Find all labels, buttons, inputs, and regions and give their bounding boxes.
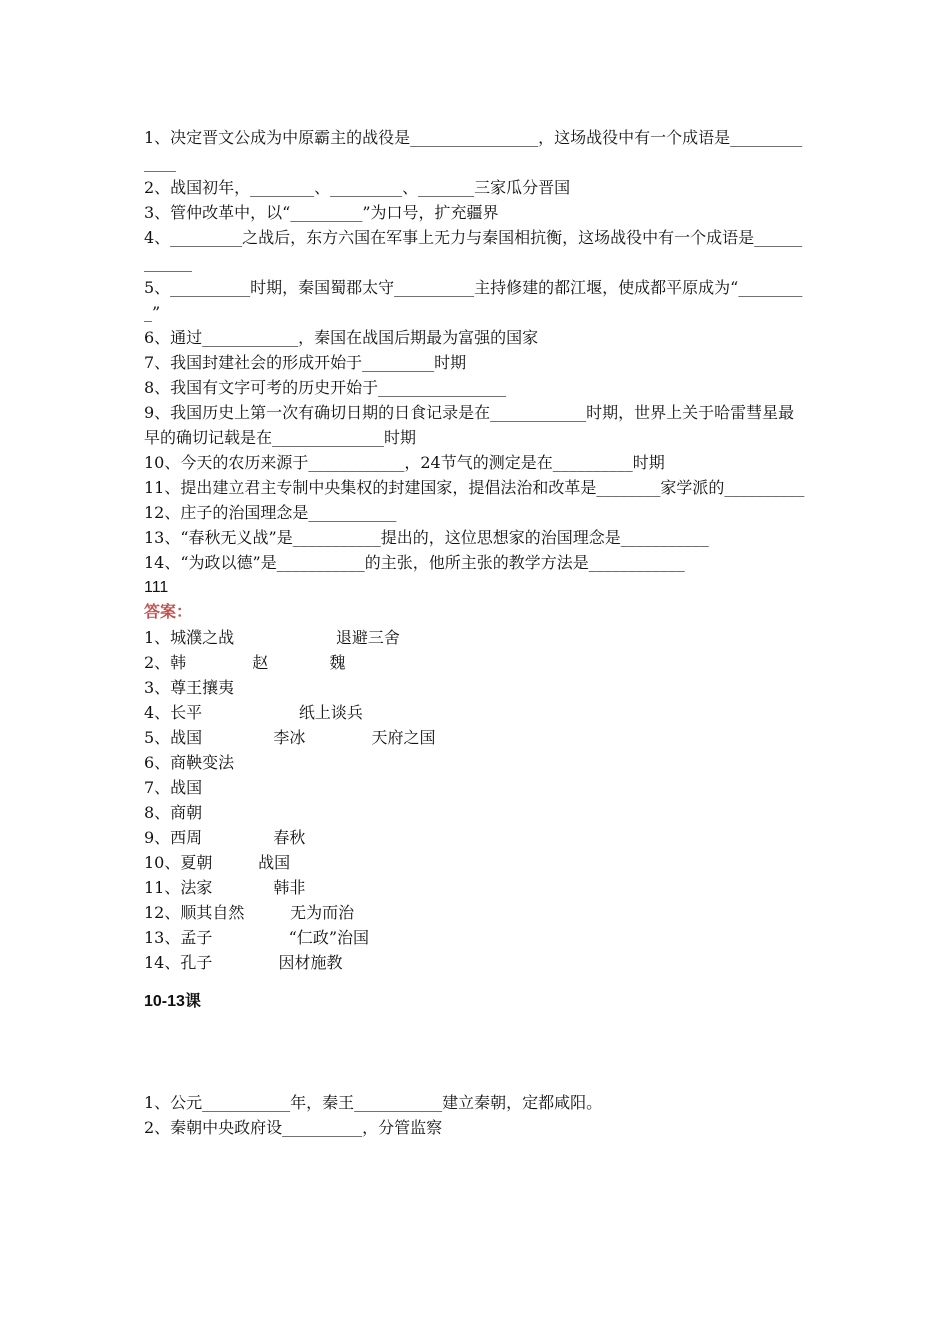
section2-question-2: 2、秦朝中央政府设__________，分管监察 xyxy=(144,1118,443,1137)
answer-4: 4、长平 纸上谈兵 xyxy=(144,703,363,722)
question-8: 8、我国有文字可考的历史开始于________________ xyxy=(144,378,507,397)
answer-7: 7、战国 xyxy=(144,778,203,797)
document-page xyxy=(144,125,808,1140)
question-10: 10、今天的农历来源于____________，24节气的测定是在__________时期 xyxy=(144,453,665,472)
answer-6: 6、商鞅变法 xyxy=(144,753,235,772)
answer-1: 1、城濮之战 退避三舍 xyxy=(144,628,400,647)
question-list xyxy=(144,125,808,575)
question-11: 11、提出建立君主专制中央集权的封建国家，提倡法治和改革是________家学派的__________ xyxy=(144,478,805,497)
section2-question-list xyxy=(144,1090,808,1140)
question-12: 12、庄子的治国理念是___________ xyxy=(144,503,397,522)
spacer xyxy=(144,1014,808,1090)
answer-14: 14、孔子 因材施教 xyxy=(144,953,343,972)
question-4: 4、_________之战后，东方六国在军事上无力与秦国相抗衡，这场战役中有一个成语是____________ xyxy=(144,228,803,272)
question-5: 5、__________时期，秦国蜀郡太守__________主持修建的都江堰，使成都平原成为“_________” xyxy=(144,278,803,322)
question-1: 1、决定晋文公成为中原霸主的战役是________________，这场战役中有一个成语是_____________ xyxy=(144,128,803,172)
answer-9: 9、西周 春秋 xyxy=(144,828,306,847)
answer-5: 5、战国 李冰 天府之国 xyxy=(144,728,436,747)
section2-question-1: 1、公元___________年，秦王___________建立秦朝，定都咸阳。 xyxy=(144,1093,603,1112)
question-7: 7、我国封建社会的形成开始于_________时期 xyxy=(144,353,467,372)
question-3: 3、管仲改革中，以“_________”为口号，扩充疆界 xyxy=(144,203,499,222)
answer-13: 13、孟子 “仁政”治国 xyxy=(144,928,370,947)
answer-heading: 答案： xyxy=(144,604,193,621)
question-9: 9、我国历史上第一次有确切日期的日食记录是在____________时期，世界上关于哈雷彗星最早的确切记载是在______________时期 xyxy=(144,403,795,447)
question-13: 13、“春秋无义战”是___________提出的，这位思想家的治国理念是___________ xyxy=(144,528,709,547)
answer-3: 3、尊王攘夷 xyxy=(144,678,235,697)
answer-10: 10、夏朝 战国 xyxy=(144,853,291,872)
marker-text: 111 xyxy=(144,579,169,596)
answer-11: 11、法家 韩非 xyxy=(144,878,306,897)
answer-list xyxy=(144,625,808,975)
question-14: 14、“为政以德”是___________的主张，他所主张的教学方法是____________ xyxy=(144,553,685,572)
question-6: 6、通过____________，秦国在战国后期最为富强的国家 xyxy=(144,328,539,347)
question-2: 2、战国初年，________、_________、_______三家瓜分晋国 xyxy=(144,178,571,197)
answer-2: 2、韩 赵 魏 xyxy=(144,653,346,672)
answer-8: 8、商朝 xyxy=(144,803,203,822)
section-heading: 10-13课 xyxy=(144,993,201,1010)
answer-12: 12、顺其自然 无为而治 xyxy=(144,903,355,922)
